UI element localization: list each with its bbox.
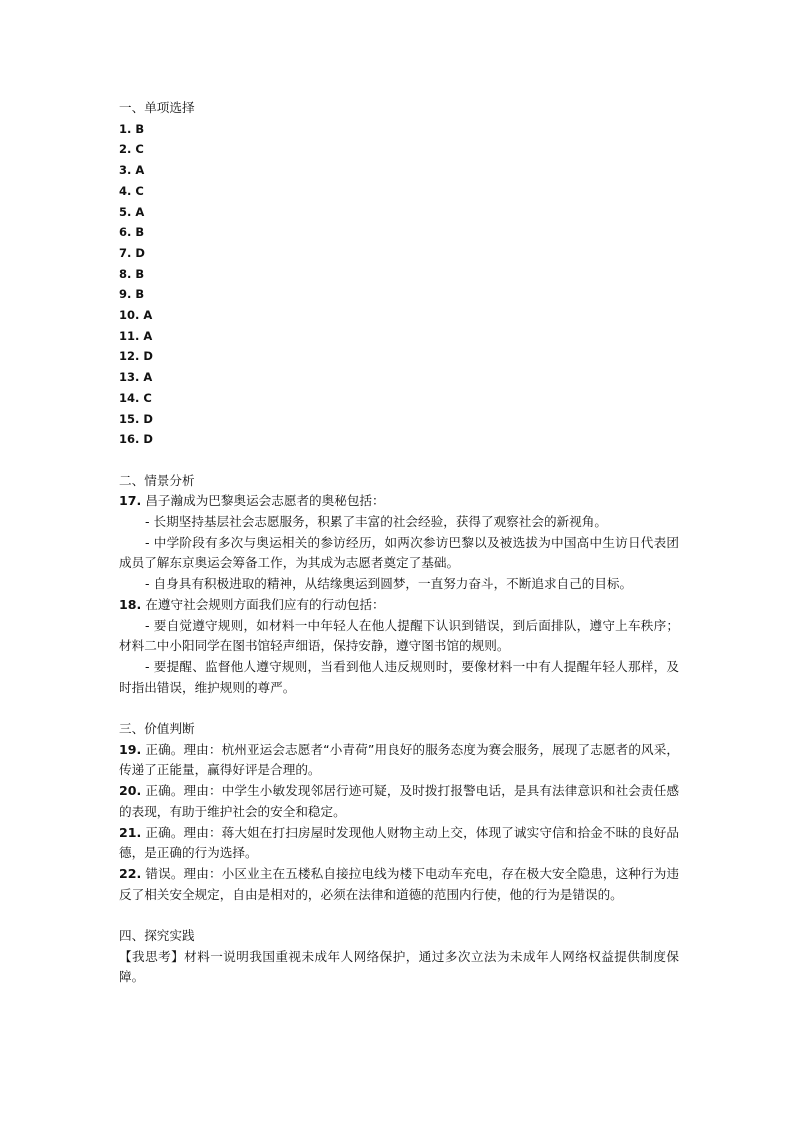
answer-item: 1. B: [119, 121, 145, 136]
answer-item: 4. C: [119, 183, 144, 198]
question-intro: 昌子瀚成为巴黎奥运会志愿者的奥秘包括：: [145, 493, 385, 509]
answer-item: 5. A: [119, 204, 145, 219]
question-number: 19.: [119, 741, 142, 757]
question-17: [119, 491, 679, 512]
question-number: 21.: [119, 824, 142, 840]
answer-item: 9. B: [119, 287, 145, 302]
answer-item: 16. D: [119, 432, 153, 447]
answer-item: 10. A: [119, 308, 153, 323]
question-18: [119, 595, 679, 616]
answer-item: 6. B: [119, 225, 145, 240]
answer-item: 3. A: [119, 163, 145, 178]
section-spacer: [119, 698, 679, 719]
section-title-scenario-analysis: 二、情景分析: [119, 472, 195, 488]
question-number: 22.: [119, 865, 142, 881]
answer-point: - 中学阶段有多次与奥运相关的参访经历，如两次参访巴黎以及被选拔为中国高中生访日代表团成员了解东京奥运会筹备工作，为其成为志愿者奠定了基础。: [119, 534, 679, 571]
section-spacer: [119, 450, 679, 471]
answer-item: 11. A: [119, 328, 153, 343]
answer-item: 8. B: [119, 266, 145, 281]
answer-document: [119, 98, 679, 988]
question-21: [119, 823, 679, 864]
answer-point: - 要自觉遵守规则，如材料一中年轻人在他人提醒下认识到错误，到后面排队，遵守上车秩序；材料二中小阳同学在图书馆轻声细语，保持安静，遵守图书馆的规则。: [119, 617, 679, 654]
answer-point: - 自身具有积极进取的精神，从结缘奥运到圆梦，一直努力奋斗，不断追求自己的目标。: [145, 576, 633, 592]
question-number: 20.: [119, 783, 142, 799]
judgment-text: 正确。理由：杭州亚运会志愿者“小青荷”用良好的服务态度为赛会服务，展现了志愿者的风采，传递了正能量，赢得好评是合理的。: [119, 741, 679, 778]
question-20: [119, 781, 679, 822]
answer-point: - 长期坚持基层社会志愿服务，积累了丰富的社会经验，获得了观察社会的新视角。: [145, 514, 607, 530]
section-title-value-judgment: 三、价值判断: [119, 721, 195, 737]
judgment-text: 正确。理由：中学生小敏发现邻居行迹可疑，及时拨打报警电话，是具有法律意识和社会责任感的表现，有助于维护社会的安全和稳定。: [119, 783, 679, 819]
question-intro: 在遵守社会规则方面我们应有的行动包括：: [145, 596, 385, 612]
section-title-inquiry-practice: 四、探究实践: [119, 928, 195, 944]
section-title-single-choice: 一、单项选择: [119, 100, 195, 115]
answer-point: - 要提醒、监督他人遵守规则，当看到他人违反规则时，要像材料一中有人提醒年轻人那样，及时指出错误，维护规则的尊严。: [119, 658, 679, 695]
answer-item: 2. C: [119, 142, 144, 157]
question-19: [119, 740, 679, 781]
single-choice-answer-list: [119, 119, 679, 450]
answer-item: 13. A: [119, 370, 153, 385]
judgment-text: 错误。理由：小区业主在五楼私自接拉电线为楼下电动车充电，存在极大安全隐患，这种行为违反了相关安全规定，自由是相对的，必须在法律和道德的范围内行使，他的行为是错误的。: [119, 865, 679, 902]
judgment-text: 正确。理由：蒋大姐在打扫房屋时发现他人财物主动上交，体现了诚实守信和拾金不昧的良好品德，是正确的行为选择。: [119, 824, 679, 861]
answer-item: 12. D: [119, 349, 153, 364]
question-22: [119, 864, 679, 905]
answer-item: 14. C: [119, 390, 152, 405]
question-number: 17.: [119, 493, 142, 509]
question-number: 18.: [119, 596, 142, 612]
answer-item: 7. D: [119, 245, 145, 260]
think-paragraph: 【我思考】材料一说明我国重视未成年人网络保护，通过多次立法为未成年人网络权益提供制度保障。: [119, 948, 679, 985]
answer-item: 15. D: [119, 411, 153, 426]
section-spacer: [119, 905, 679, 926]
